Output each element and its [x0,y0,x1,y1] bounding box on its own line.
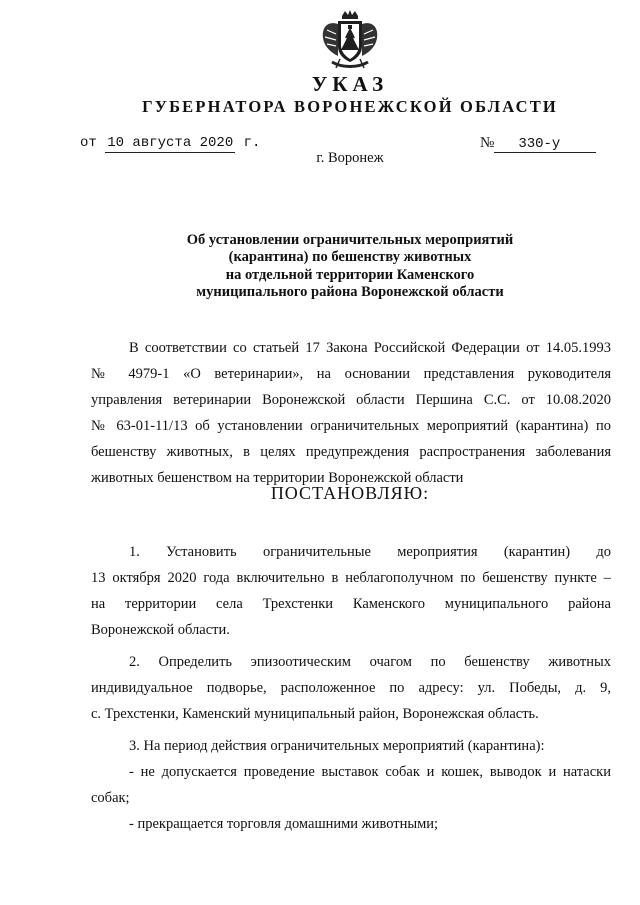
item-line: 2. Определить эпизоотическим очагом по бешенству животных [129,654,611,670]
number-value: 330-у [494,136,596,153]
document-title: УКАЗ [311,72,389,96]
decree-items [91,539,611,837]
number-sign: № [480,135,495,151]
preamble-line: В соответствии со статьей 17 Закона Российской Федерации от 14.05.1993 [129,340,611,356]
date-prefix: от [80,135,97,151]
item-line: на территории села Трехстенки Каменского муниципального района [91,596,611,612]
document-heading [0,232,640,301]
item-line: собак; [91,790,130,806]
item-line: индивидуальное подворье, расположенное по адресу: ул. Победы, д. 9, [91,680,611,696]
heading-line: Об установлении ограничительных мероприятий [186,232,514,248]
decree-word: ПОСТАНОВЛЯЮ: [270,483,430,503]
item-line: с. Трехстенки, Каменский муниципальный район, Воронежская область. [91,706,539,722]
item-line: 1. Установить ограничительные мероприятия (карантин) до [129,544,611,560]
item-line: - прекращается торговля домашними животными; [129,816,439,832]
document-issuer: ГУБЕРНАТОРА ВОРОНЕЖСКОЙ ОБЛАСТИ [142,97,558,116]
decree-item-3 [91,733,611,837]
decree-item-1 [91,539,611,643]
item-line: - не допускается проведение выставок собак и кошек, выводок и натаски [129,764,611,780]
decree-item-2 [91,649,611,727]
date-suffix: г. [243,135,261,151]
preamble-line: № 4979-1 «О ветеринарии», на основании представления руководителя [91,366,611,382]
heading-line: (карантина) по бешенству животных [228,249,472,266]
heading-line: на отдельной территории Каменского [225,266,475,283]
preamble-line: управления ветеринарии Воронежской области Першина С.С. от 10.08.2020 [91,392,611,408]
date-value: 10 августа 2020 [107,135,234,151]
coat-of-arms-emblem [318,10,382,72]
preamble-paragraph [91,335,611,491]
document-city: г. Воронеж [316,150,384,166]
preamble-line: животных бешенством на территории Воронежской области [91,470,464,486]
item-line: 13 октября 2020 года включительно в неблагополучном по бешенству пункте – [91,570,611,586]
preamble-line: № 63-01-11/13 об установлении ограничительных мероприятий (карантина) по [91,418,611,434]
preamble-line: бешенству животных, в целях предупреждения распространения заболевания [91,444,611,460]
heading-line: муниципального района Воронежской области [196,283,504,300]
item-line: 3. На период действия ограничительных мероприятий (карантина): [129,738,545,754]
item-line: Воронежской области. [91,622,230,638]
